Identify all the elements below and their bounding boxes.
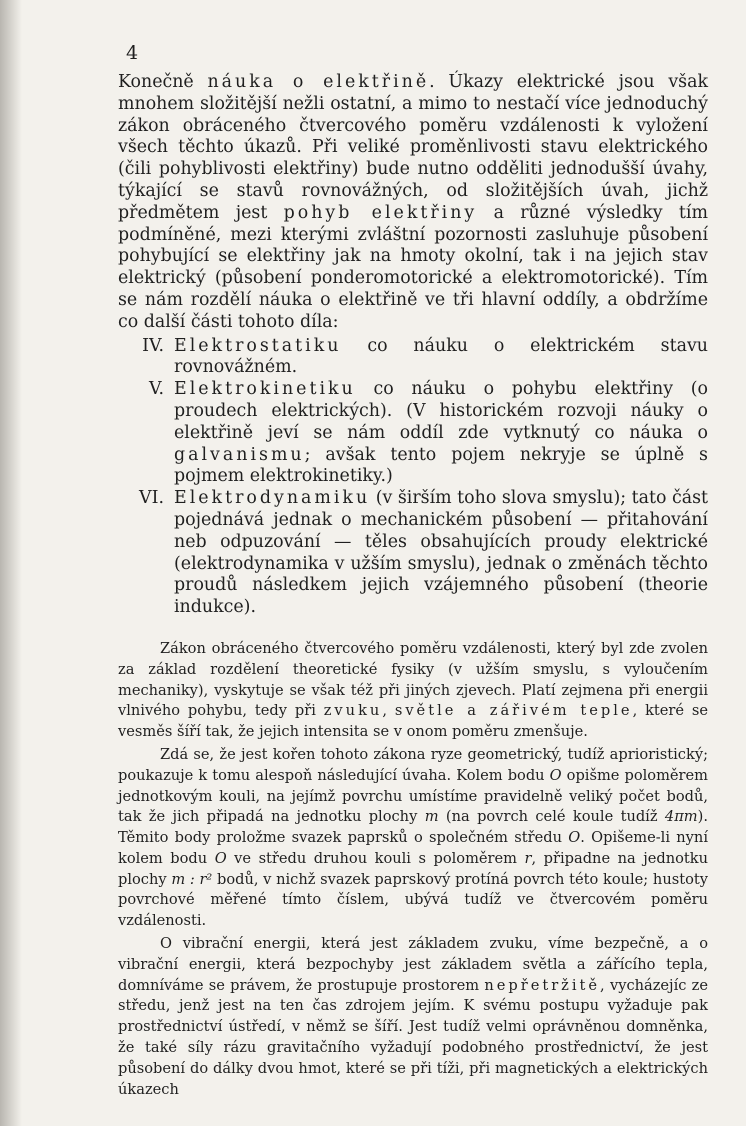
notes-section bbox=[118, 639, 708, 1101]
note-paragraph-2 bbox=[118, 745, 708, 932]
note-2-text-e: . Opišeme-li nyní kolem bodu bbox=[118, 829, 708, 867]
note-2-text-f: ve středu druhou kouli s poloměrem bbox=[226, 849, 525, 867]
page-number: 4 bbox=[126, 42, 139, 64]
note-paragraph-3 bbox=[118, 934, 708, 1100]
list-item-text bbox=[174, 379, 708, 488]
list-item bbox=[118, 336, 708, 380]
note-2-text-g: , připadne na jednotku plochy bbox=[118, 849, 709, 888]
note-2-symbol-m: m bbox=[424, 808, 439, 826]
note-2-text-h: bodů, v nichž svazek paprskový protíná povrch této koule; hustoty povrchové měřené tímto číslem, ubývá tudíž ve čtvercovém poměru vzdálenosti. bbox=[118, 870, 708, 930]
note-2-symbol-O: O bbox=[568, 829, 581, 847]
note-1-spaced-term-1: zvuku bbox=[323, 702, 383, 720]
main-paragraph bbox=[118, 72, 708, 334]
list-item-body: co náuku o elektrickém stavu rovnovážném. bbox=[174, 335, 708, 378]
p1-text-2: a různé výsledky tím podmíněné, mezi kterými zvláštní pozornosti zasluhuje působení pohybující se elektřiny jak na hmoty okolní, tak i na jejich stav elektrický (působení ponderomotorické a elektromotorické). Tím se nám rozdělí náuka o elektřině ve tři hlavní oddíly, a obdržíme co další části tohoto díla: bbox=[118, 202, 708, 332]
note-3-spaced-term: nepřetržitě bbox=[484, 976, 601, 994]
note-2-text-c: (na povrch celé koule tudíž bbox=[438, 808, 665, 826]
note-2-text-d: ). Těmito body proložme svazek paprsků o společném středu bbox=[118, 808, 708, 847]
list-item-text bbox=[174, 488, 708, 619]
page-content bbox=[118, 72, 708, 1100]
note-2-symbol-r: r bbox=[524, 849, 532, 867]
list-item-term: Elektrokinetiku bbox=[174, 379, 356, 400]
page-edge-shadow bbox=[0, 0, 22, 1126]
note-1-text-c: , které se vesměs šíří tak, že jejich intensita se v onom poměru zmenšuje. bbox=[118, 702, 709, 741]
list-item-body: (v širším toho slova smyslu); tato část pojednává jednak o mechanickém působení — přitahování neb odpuzování — těles obsahujících proudy elektrické (elektrodynamika v užším smyslu), jednak o změnách těchto proudů následkem jejich vzájemného působení (theorie indukce). bbox=[174, 488, 708, 618]
note-paragraph-1 bbox=[118, 639, 708, 743]
list-item-number: V. bbox=[148, 379, 164, 400]
list-item-term: Elektrostatiku bbox=[174, 335, 342, 356]
list-item-number: IV. bbox=[142, 335, 164, 356]
p1-lead: Konečně bbox=[118, 72, 208, 92]
note-2-formula-m-r2: m : r² bbox=[171, 870, 213, 888]
note-1-text-b: , bbox=[382, 702, 395, 720]
list-item-body-2: ; avšak tento pojem nekryje se úplně s pojmem elektrokinetiky.) bbox=[174, 444, 708, 487]
list-item bbox=[118, 379, 708, 488]
list-item-term-2: galvanismu bbox=[174, 444, 305, 465]
note-2-formula-4pim: 4πm bbox=[664, 808, 698, 826]
note-2-symbol-O: O bbox=[549, 766, 562, 784]
list-item bbox=[118, 488, 708, 619]
p1-spaced-term-1: náuka o elektřině bbox=[207, 72, 430, 92]
p1-text-1: . Úkazy elektrické jsou však mnohem složitější nežli ostatní, a mimo to nestačí více jednoduchý zákon obráceného čtvercového poměru vzdálenosti k vyložení všech těchto úkazů. Při veliké proměnlivosti stavu elektrického (čili pohyblivosti elektřiny) bude nutno odděliti jednodušší úvahy, týkající se stavů rovnovážných, od složitějších úvah, jichž předmětem jest bbox=[118, 72, 708, 223]
list-item-text bbox=[174, 336, 708, 380]
note-3-text-a: O vibrační energii, která jest základem zvuku, víme bezpečně, a o vibrační energii, která bezpochyby jest základem světla a zářícího tepla, domníváme se právem, že prostupuje prostorem bbox=[118, 935, 708, 994]
list-item-number: VI. bbox=[139, 488, 164, 509]
division-list bbox=[118, 336, 708, 619]
p1-spaced-term-2: pohyb elektřiny bbox=[283, 202, 478, 223]
list-item-body: co náuku o pohybu elektřiny (o proudech elektrických). (V historickém rozvoji náuky o elektřině jeví se nám oddíl zde vytknutý co náuka o bbox=[174, 379, 708, 443]
note-2-text-b: opišme poloměrem jednotkovým kouli, na jejímž povrchu umístíme pravidelně veliký počet bodů, tak že jich připadá na jednotku plochy bbox=[118, 766, 709, 826]
list-item-term: Elektrodynamiku bbox=[174, 488, 371, 509]
note-1-spaced-term-2: světle a zářivém teple bbox=[394, 702, 633, 720]
note-3-text-b: , vycházejíc ze středu, jenž jest na ten čas zdrojem jejím. K svému postupu vyžaduje pak prostřednictví ústředí, v němž se šíří. Jest tudíž velmi oprávněnou domněnka, že také síly rázu gravitačního vyžadují podobného prostřednictví, že jest působení do dálky dvou hmot, které se při tíži, při magnetických a elektrických úkazech bbox=[118, 976, 708, 1098]
note-2-symbol-O: O bbox=[214, 849, 227, 867]
note-2-text-a: Zdá se, že jest kořen tohoto zákona ryze geometrický, tudíž aprioristický; poukazuje k tomu alespoň následující úvaha. Kolem bodu bbox=[118, 745, 708, 784]
note-1-text-a: Zákon obráceného čtvercového poměru vzdálenosti, který byl zde zvolen za základ rozdělení theoretické fysiky (v užším smyslu, s vyloučením mechaniky), vyskytuje se však též při jiných zjevech. Platí zejmena při energii vlnivého pohybu, tedy při bbox=[118, 639, 708, 720]
